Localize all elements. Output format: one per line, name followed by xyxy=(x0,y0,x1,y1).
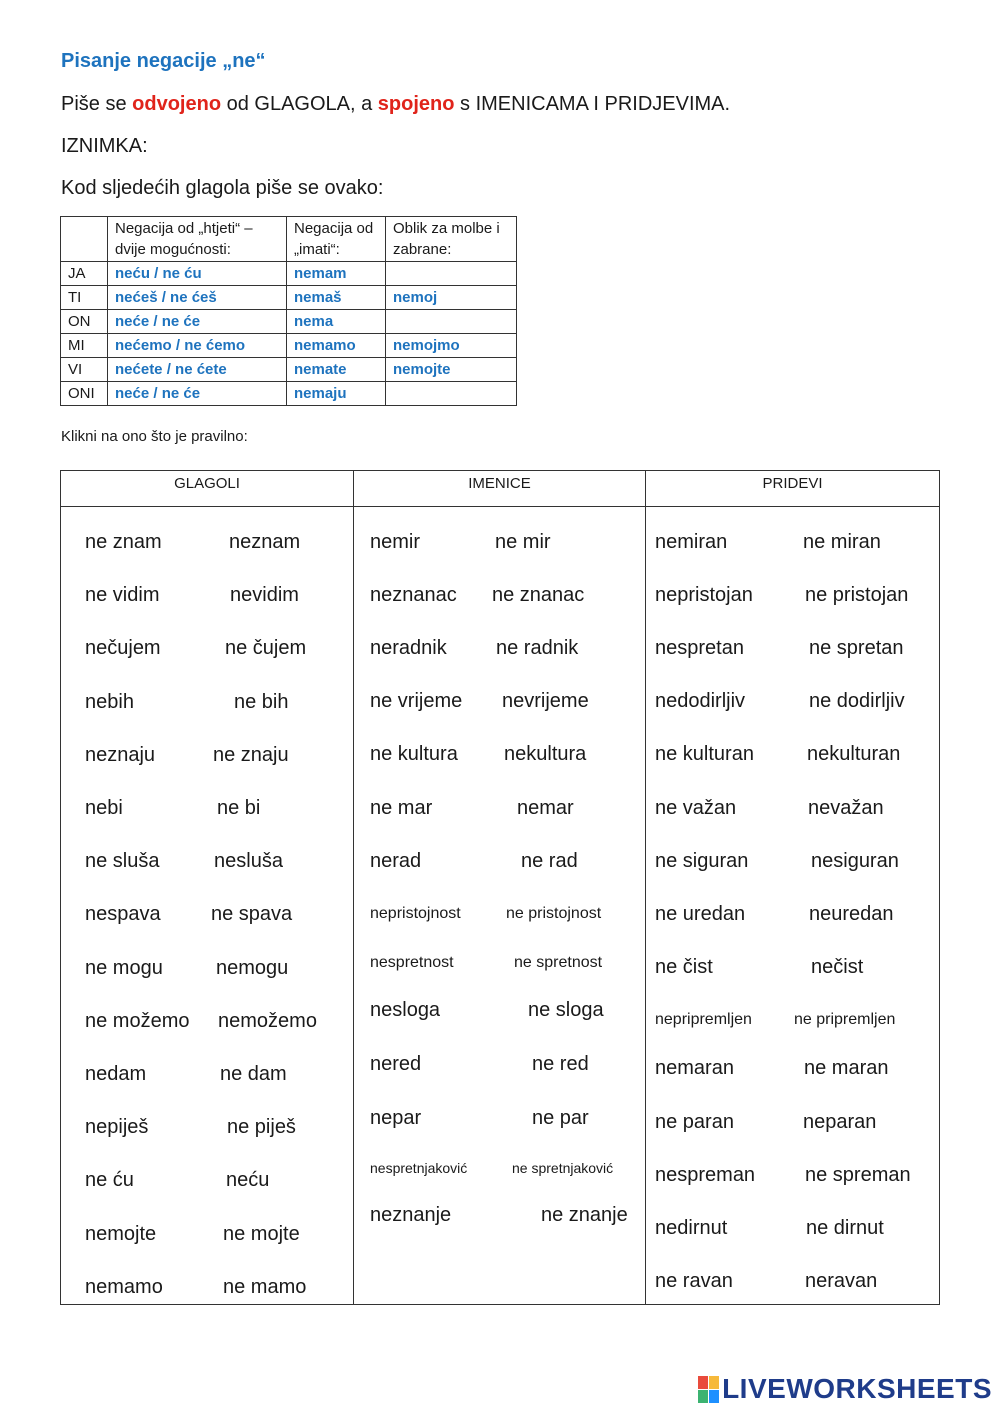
cell-imperative: nemojmo xyxy=(386,334,517,358)
pridevi-option[interactable]: ne spretan xyxy=(809,637,904,659)
table-row xyxy=(61,358,517,382)
cell-person: ON xyxy=(61,310,108,334)
glagoli-option[interactable]: ne čujem xyxy=(225,637,307,659)
imenice-option[interactable]: nerad xyxy=(370,850,422,872)
glagoli-option[interactable]: nebih xyxy=(85,691,134,713)
cell-imati: nemamo xyxy=(287,334,386,358)
table-row xyxy=(61,382,517,406)
cell-person: MI xyxy=(61,334,108,358)
imenice-option[interactable]: nepristojnost xyxy=(370,905,461,922)
imenice-option[interactable]: nespretnjaković xyxy=(370,1160,468,1176)
glagoli-option[interactable]: nemamo xyxy=(85,1276,163,1298)
header-cell: Negacija od „imati“: xyxy=(287,217,386,262)
pridevi-option[interactable]: ne pristojan xyxy=(805,584,909,606)
cell-htjeti: nećete / ne ćete xyxy=(108,358,287,382)
cell-person: TI xyxy=(61,286,108,310)
imenice-option[interactable]: ne pristojnost xyxy=(506,905,602,922)
pridevi-option[interactable]: nepristojan xyxy=(655,584,753,606)
instruction-text: Klikni na ono što je pravilno: xyxy=(61,428,248,445)
glagoli-option[interactable]: nepiješ xyxy=(85,1116,149,1138)
imenice-option[interactable]: neznanac xyxy=(370,584,457,606)
imenice-option[interactable]: ne red xyxy=(532,1053,589,1075)
cell-imati: nemam xyxy=(287,262,386,286)
glagoli-option[interactable]: ne sluša xyxy=(85,850,160,872)
glagoli-option[interactable]: ne mamo xyxy=(223,1276,307,1298)
imenice-option[interactable]: nered xyxy=(370,1053,422,1075)
rule-prefix: Piše se xyxy=(61,93,133,115)
column-header-pridevi: PRIDEVI xyxy=(762,475,823,492)
pridevi-option[interactable]: ne maran xyxy=(804,1057,889,1079)
imenice-option[interactable]: ne sloga xyxy=(528,999,604,1021)
pridevi-option[interactable]: ne miran xyxy=(803,531,881,553)
glagoli-option[interactable]: ne ću xyxy=(85,1169,134,1191)
imenice-option[interactable]: nekultura xyxy=(504,743,587,765)
column-header-glagoli: GLAGOLI xyxy=(174,475,240,492)
pridevi-option[interactable]: ne čist xyxy=(655,956,713,978)
cell-htjeti: neće / ne će xyxy=(108,310,287,334)
imenice-option[interactable]: ne mir xyxy=(495,531,551,553)
cell-imperative: nemojte xyxy=(386,358,517,382)
table-row xyxy=(61,334,517,358)
glagoli-option[interactable]: nemožemo xyxy=(218,1010,317,1032)
pridevi-option[interactable]: nevažan xyxy=(808,797,884,819)
cell-imati: nema xyxy=(287,310,386,334)
column-divider xyxy=(353,471,354,1304)
glagoli-option[interactable]: nebi xyxy=(85,797,123,819)
pridevi-option[interactable]: neuredan xyxy=(809,903,894,925)
pridevi-option[interactable]: nedodirljiv xyxy=(655,690,746,712)
imenice-option[interactable]: ne kultura xyxy=(370,743,458,765)
cell-person: VI xyxy=(61,358,108,382)
logo-icon xyxy=(698,1375,720,1403)
cell-imati: nemaš xyxy=(287,286,386,310)
glagoli-option[interactable]: neznam xyxy=(229,531,301,553)
imenice-option[interactable]: nemir xyxy=(370,531,421,553)
pridevi-option[interactable]: ne siguran xyxy=(655,850,749,872)
pridevi-option[interactable]: ne spreman xyxy=(805,1164,911,1186)
pridevi-option[interactable]: ne uredan xyxy=(655,903,746,925)
worksheet-title: Pisanje negacije „ne“ xyxy=(61,50,266,72)
pridevi-option[interactable]: ne važan xyxy=(655,797,737,819)
pridevi-option[interactable]: nekulturan xyxy=(807,743,901,765)
glagoli-option[interactable]: ne vidim xyxy=(85,584,160,606)
rule-word-joined: spojeno xyxy=(377,93,455,115)
glagoli-option[interactable]: ne dam xyxy=(220,1063,287,1085)
glagoli-option[interactable]: ne piješ xyxy=(227,1116,296,1138)
glagoli-option[interactable]: ne spava xyxy=(211,903,293,925)
imenice-option[interactable]: nevrijeme xyxy=(502,690,589,712)
glagoli-option[interactable]: ne možemo xyxy=(85,1010,190,1032)
exercise-grid xyxy=(60,470,940,1305)
glagoli-option[interactable]: neću xyxy=(226,1169,270,1191)
table-header-row xyxy=(61,217,517,262)
pridevi-option[interactable]: nepripremljen xyxy=(655,1011,752,1028)
cell-imperative: nemoj xyxy=(386,286,517,310)
glagoli-option[interactable]: ne mojte xyxy=(223,1223,300,1245)
table-row xyxy=(61,286,517,310)
pridevi-option[interactable]: nemaran xyxy=(655,1057,734,1079)
glagoli-option[interactable]: nečujem xyxy=(85,637,161,659)
exception-label: IZNIMKA: xyxy=(61,135,148,157)
column-header-imenice: IMENICE xyxy=(468,475,531,492)
imenice-option[interactable]: nepar xyxy=(370,1107,422,1129)
glagoli-option[interactable]: ne mogu xyxy=(85,957,163,979)
glagoli-option[interactable]: nemojte xyxy=(85,1223,157,1245)
rule-sentence xyxy=(61,93,730,116)
cell-htjeti: neće / ne će xyxy=(108,382,287,406)
cell-person: ONI xyxy=(61,382,108,406)
pridevi-option[interactable]: nesiguran xyxy=(811,850,899,872)
imenice-option[interactable]: neradnik xyxy=(370,637,447,659)
logo-text: LIVEWORKSHEETS xyxy=(722,1373,992,1404)
cell-person: JA xyxy=(61,262,108,286)
pridevi-option[interactable]: neparan xyxy=(803,1111,877,1133)
pridevi-option[interactable]: ne ravan xyxy=(655,1270,733,1292)
pridevi-option[interactable]: nečist xyxy=(811,956,864,978)
cell-imperative xyxy=(386,310,517,334)
cell-htjeti: nećeš / ne ćeš xyxy=(108,286,287,310)
cell-imperative xyxy=(386,382,517,406)
imenice-option[interactable]: ne rad xyxy=(521,850,578,872)
cell-htjeti: nećemo / ne ćemo xyxy=(108,334,287,358)
imenice-option[interactable]: ne vrijeme xyxy=(370,690,463,712)
imenice-option[interactable]: ne spretnjaković xyxy=(512,1160,614,1176)
header-cell: Oblik za molbe i zabrane: xyxy=(386,217,517,262)
pridevi-option[interactable]: ne kulturan xyxy=(655,743,754,765)
cell-htjeti: neću / ne ću xyxy=(108,262,287,286)
conjugation-table xyxy=(60,216,517,406)
imenice-option[interactable]: ne znanje xyxy=(541,1204,628,1226)
imenice-option[interactable]: nemar xyxy=(517,797,574,819)
pridevi-option[interactable]: nespretan xyxy=(655,637,744,659)
imenice-option[interactable]: ne mar xyxy=(370,797,433,819)
pridevi-option[interactable]: neravan xyxy=(805,1270,878,1292)
pridevi-option[interactable]: ne dirnut xyxy=(806,1217,884,1239)
imenice-option[interactable]: nespretnost xyxy=(370,954,454,971)
imenice-option[interactable]: ne spretnost xyxy=(514,954,603,971)
header-cell xyxy=(61,217,108,262)
liveworksheets-logo xyxy=(698,1371,992,1407)
glagoli-option[interactable]: ne znam xyxy=(85,531,162,553)
pridevi-option[interactable]: ne dodirljiv xyxy=(809,690,905,712)
rule-middle: od GLAGOLA, a xyxy=(221,93,378,115)
table-row xyxy=(61,310,517,334)
header-cell: Negacija od „htjeti“ – dvije mogućnosti: xyxy=(108,217,287,262)
rule-word-separate: odvojeno xyxy=(132,93,222,115)
pridevi-option[interactable]: nespreman xyxy=(655,1164,756,1186)
column-divider xyxy=(645,471,646,1304)
glagoli-option[interactable]: nespava xyxy=(85,903,161,925)
glagoli-option[interactable]: nedam xyxy=(85,1063,147,1085)
glagoli-option[interactable]: ne bi xyxy=(217,797,261,819)
pridevi-option[interactable]: ne pripremljen xyxy=(794,1011,896,1028)
cell-imati: nemaju xyxy=(287,382,386,406)
cell-imati: nemate xyxy=(287,358,386,382)
glagoli-option[interactable]: ne bih xyxy=(234,691,289,713)
imenice-option[interactable]: nesloga xyxy=(370,999,441,1021)
intro-text: Kod sljedećih glagola piše se ovako: xyxy=(61,177,384,199)
pridevi-option[interactable]: nemiran xyxy=(655,531,728,553)
glagoli-option[interactable]: nesluša xyxy=(214,850,283,872)
header-divider xyxy=(61,506,939,507)
imenice-option[interactable]: ne radnik xyxy=(496,637,579,659)
imenice-option[interactable]: neznanje xyxy=(370,1204,452,1226)
glagoli-option[interactable]: nevidim xyxy=(230,584,299,606)
pridevi-option[interactable]: nedirnut xyxy=(655,1217,728,1239)
glagoli-option[interactable]: ne znaju xyxy=(213,744,289,766)
glagoli-option[interactable]: neznaju xyxy=(85,744,156,766)
cell-imperative xyxy=(386,262,517,286)
glagoli-option[interactable]: nemogu xyxy=(216,957,289,979)
imenice-option[interactable]: ne znanac xyxy=(492,584,585,606)
pridevi-option[interactable]: ne paran xyxy=(655,1111,734,1133)
rule-suffix: s IMENICAMA I PRIDJEVIMA. xyxy=(454,93,731,115)
table-row xyxy=(61,262,517,286)
imenice-option[interactable]: ne par xyxy=(532,1107,589,1129)
